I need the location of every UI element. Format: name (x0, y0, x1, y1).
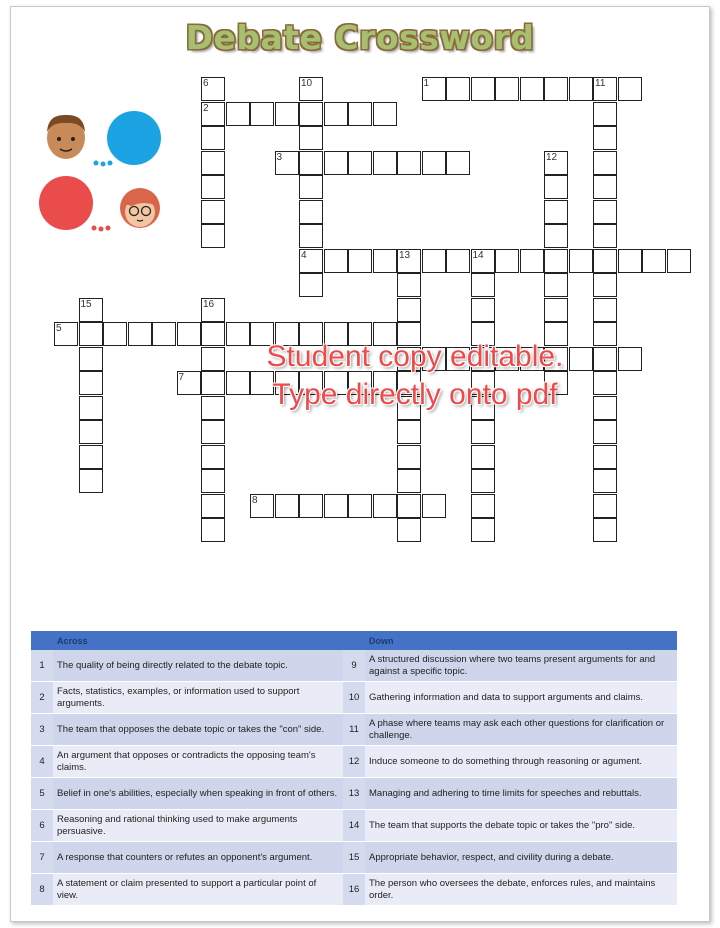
crossword-cell[interactable] (593, 224, 617, 248)
crossword-cell[interactable] (201, 371, 225, 395)
crossword-cell[interactable] (152, 322, 176, 346)
across-clue-number: 2 (31, 682, 53, 714)
across-clue-number: 4 (31, 746, 53, 778)
crossword-cell[interactable] (471, 298, 495, 322)
crossword-cell[interactable] (544, 200, 568, 224)
crossword-cell[interactable] (593, 494, 617, 518)
down-clue-number: 10 (343, 682, 365, 714)
crossword-cell[interactable] (397, 518, 421, 542)
crossword-cell[interactable] (446, 77, 470, 101)
crossword-cell[interactable] (471, 469, 495, 493)
crossword-cell[interactable] (397, 494, 421, 518)
crossword-cell[interactable] (201, 469, 225, 493)
crossword-cell[interactable] (618, 347, 642, 371)
crossword-cell[interactable] (79, 445, 103, 469)
crossword-cell[interactable] (373, 102, 397, 126)
clue-number-label: 5 (56, 323, 62, 334)
down-clue-number: 12 (343, 746, 365, 778)
down-clue-text: Induce someone to do something through reasoning or agument. (365, 746, 677, 778)
crossword-cell[interactable] (103, 322, 127, 346)
clue-number-label: 15 (80, 298, 92, 310)
across-clue-number: 3 (31, 714, 53, 746)
clue-number-label: 4 (301, 249, 307, 261)
across-clue-text: The team that opposes the debate topic or takes the "con" side. (53, 714, 343, 746)
crossword-cell[interactable] (544, 175, 568, 199)
crossword-cell[interactable] (397, 298, 421, 322)
clue-row (31, 778, 677, 810)
crossword-cell[interactable] (79, 371, 103, 395)
crossword-cell[interactable] (79, 347, 103, 371)
crossword-cell[interactable] (324, 494, 348, 518)
clue-number-label: 2 (203, 102, 209, 114)
across-clue-text: Facts, statistics, examples, or information used to support arguments. (53, 682, 343, 714)
crossword-cell[interactable] (397, 151, 421, 175)
crossword-cell[interactable] (397, 469, 421, 493)
crossword-cell[interactable] (324, 102, 348, 126)
crossword-cell[interactable] (348, 102, 372, 126)
across-clue-number: 5 (31, 778, 53, 810)
crossword-cell[interactable] (544, 249, 568, 273)
crossword-cell[interactable] (299, 102, 323, 126)
crossword-cell[interactable] (299, 273, 323, 297)
crossword-cell[interactable] (201, 396, 225, 420)
down-clue-text: Managing and adhering to time limits for speeches and rebuttals. (365, 778, 677, 810)
crossword-cell[interactable] (618, 77, 642, 101)
crossword-cell[interactable] (593, 249, 617, 273)
crossword-cell[interactable] (471, 273, 495, 297)
crossword-cell[interactable] (446, 151, 470, 175)
down-clue-number: 11 (343, 714, 365, 746)
crossword-cell[interactable] (495, 249, 519, 273)
clue-number-label: 7 (178, 372, 185, 383)
crossword-cell[interactable] (275, 102, 299, 126)
crossword-cell[interactable] (348, 494, 372, 518)
crossword-cell[interactable] (593, 126, 617, 150)
crossword-cell[interactable] (299, 151, 323, 175)
crossword-cell[interactable] (397, 273, 421, 297)
crossword-cell[interactable] (348, 151, 372, 175)
crossword-cell[interactable] (79, 469, 103, 493)
down-clue-text: The person who oversees the debate, enforces rules, and maintains order. (365, 874, 677, 906)
crossword-cell[interactable] (299, 494, 323, 518)
crossword-cell[interactable] (201, 494, 225, 518)
clue-row (31, 810, 677, 842)
crossword-cell[interactable] (593, 445, 617, 469)
crossword-cell[interactable] (201, 518, 225, 542)
crossword-cell[interactable] (593, 298, 617, 322)
editable-note (230, 338, 600, 414)
crossword-cell[interactable] (495, 77, 519, 101)
crossword-cell[interactable] (201, 347, 225, 371)
across-clue-text: A statement or claim presented to support a particular point of view. (53, 874, 343, 906)
crossword-cell[interactable] (201, 200, 225, 224)
crossword-cell[interactable] (201, 224, 225, 248)
crossword-cell[interactable] (250, 102, 274, 126)
crossword-cell[interactable] (471, 518, 495, 542)
crossword-cell[interactable] (593, 273, 617, 297)
across-clue-text: Reasoning and rational thinking used to make arguments persuasive. (53, 810, 343, 842)
crossword-cell[interactable] (201, 322, 225, 346)
crossword-cell[interactable] (569, 249, 593, 273)
crossword-cell[interactable] (642, 249, 666, 273)
crossword-cell[interactable] (593, 151, 617, 175)
down-clue-number: 15 (343, 842, 365, 874)
crossword-cell[interactable] (544, 273, 568, 297)
crossword-cell[interactable] (446, 249, 470, 273)
clue-number-label: 1 (423, 78, 430, 89)
crossword-cell[interactable] (593, 469, 617, 493)
clue-row (31, 746, 677, 778)
down-clue-number: 16 (343, 874, 365, 906)
clue-number-label: 11 (595, 78, 606, 89)
clues-header-row (31, 631, 677, 650)
editable-note-line1: Student copy editable. (266, 340, 564, 373)
crossword-cell[interactable] (569, 77, 593, 101)
header-num-cell (31, 631, 53, 650)
crossword-cell[interactable] (422, 151, 446, 175)
crossword-cell[interactable] (593, 175, 617, 199)
clue-number-label: 12 (546, 151, 558, 163)
crossword-cell[interactable] (79, 420, 103, 444)
clue-number-label: 10 (301, 78, 313, 89)
crossword-cell[interactable] (593, 518, 617, 542)
down-clue-number: 13 (343, 778, 365, 810)
crossword-cell[interactable] (618, 249, 642, 273)
crossword-cell[interactable] (471, 494, 495, 518)
crossword-cell[interactable] (422, 249, 446, 273)
crossword-cell[interactable] (201, 420, 225, 444)
down-clue-text: A phase where teams may ask each other questions for clarification or challenge. (365, 714, 677, 746)
crossword-cell[interactable] (201, 445, 225, 469)
across-clue-number: 7 (31, 842, 53, 874)
crossword-cell[interactable] (299, 126, 323, 150)
clues-table (31, 631, 677, 906)
crossword-cell[interactable] (422, 494, 446, 518)
editable-note-line2: Type directly onto pdf (272, 378, 558, 411)
crossword-cell[interactable] (593, 102, 617, 126)
crossword-cell[interactable] (201, 175, 225, 199)
across-clue-number: 6 (31, 810, 53, 842)
clue-number-label: 6 (203, 78, 209, 89)
clue-number-label: 14 (472, 249, 484, 261)
across-clue-number: 8 (31, 874, 53, 906)
down-clue-number: 14 (343, 810, 365, 842)
crossword-cell[interactable] (324, 249, 348, 273)
clue-number-label: 8 (252, 494, 258, 506)
crossword-cell[interactable] (226, 102, 250, 126)
crossword-cell[interactable] (397, 445, 421, 469)
down-clue-text: A structured discussion where two teams present arguments for and against a specific topic. (365, 650, 677, 682)
down-clue-text: Appropriate behavior, respect, and civility during a debate. (365, 842, 677, 874)
crossword-cell[interactable] (544, 224, 568, 248)
crossword-cell[interactable] (275, 494, 299, 518)
crossword-cell[interactable] (520, 77, 544, 101)
clue-row (31, 650, 677, 682)
crossword-cell[interactable] (177, 322, 201, 346)
crossword-cell[interactable] (471, 445, 495, 469)
across-header: Across (53, 631, 343, 650)
header-num-cell (343, 631, 365, 650)
across-clue-text: An argument that opposes or contradicts the opposing team's claims. (53, 746, 343, 778)
down-clue-number: 9 (343, 650, 365, 682)
crossword-cell[interactable] (79, 322, 103, 346)
crossword-cell[interactable] (79, 396, 103, 420)
crossword-cell[interactable] (201, 126, 225, 150)
crossword-cell[interactable] (520, 249, 544, 273)
down-clue-text: Gathering information and data to support arguments and claims. (365, 682, 677, 714)
crossword-cell[interactable] (201, 151, 225, 175)
crossword-cell[interactable] (373, 151, 397, 175)
clue-row (31, 842, 677, 874)
across-clue-text: A response that counters or refutes an opponent's argument. (53, 842, 343, 874)
crossword-cell[interactable] (667, 249, 691, 273)
crossword-cell[interactable] (544, 77, 568, 101)
down-clue-text: The team that supports the debate topic or takes the "pro" side. (365, 810, 677, 842)
down-header: Down (365, 631, 677, 650)
crossword-cell[interactable] (348, 249, 372, 273)
page-title: Debate Crossword (185, 18, 535, 57)
clue-row (31, 682, 677, 714)
crossword-cell[interactable] (593, 200, 617, 224)
clue-row (31, 874, 677, 906)
crossword-cell[interactable] (373, 249, 397, 273)
crossword-cell[interactable] (471, 77, 495, 101)
crossword-cell[interactable] (471, 420, 495, 444)
crossword-cell[interactable] (373, 494, 397, 518)
crossword-cell[interactable] (397, 420, 421, 444)
crossword-cell[interactable] (299, 200, 323, 224)
crossword-cell[interactable] (544, 298, 568, 322)
across-clue-number: 1 (31, 650, 53, 682)
clue-number-label: 13 (399, 249, 411, 261)
across-clue-text: Belief in one's abilities, especially when speaking in front of others. (53, 778, 343, 810)
crossword-cell[interactable] (324, 151, 348, 175)
across-clue-text: The quality of being directly related to the debate topic. (53, 650, 343, 682)
clue-number-label: 3 (276, 151, 283, 163)
clue-row (31, 714, 677, 746)
clue-number-label: 16 (203, 298, 215, 310)
crossword-cell[interactable] (593, 420, 617, 444)
crossword-cell[interactable] (299, 175, 323, 199)
crossword-cell[interactable] (128, 322, 152, 346)
crossword-cell[interactable] (299, 224, 323, 248)
